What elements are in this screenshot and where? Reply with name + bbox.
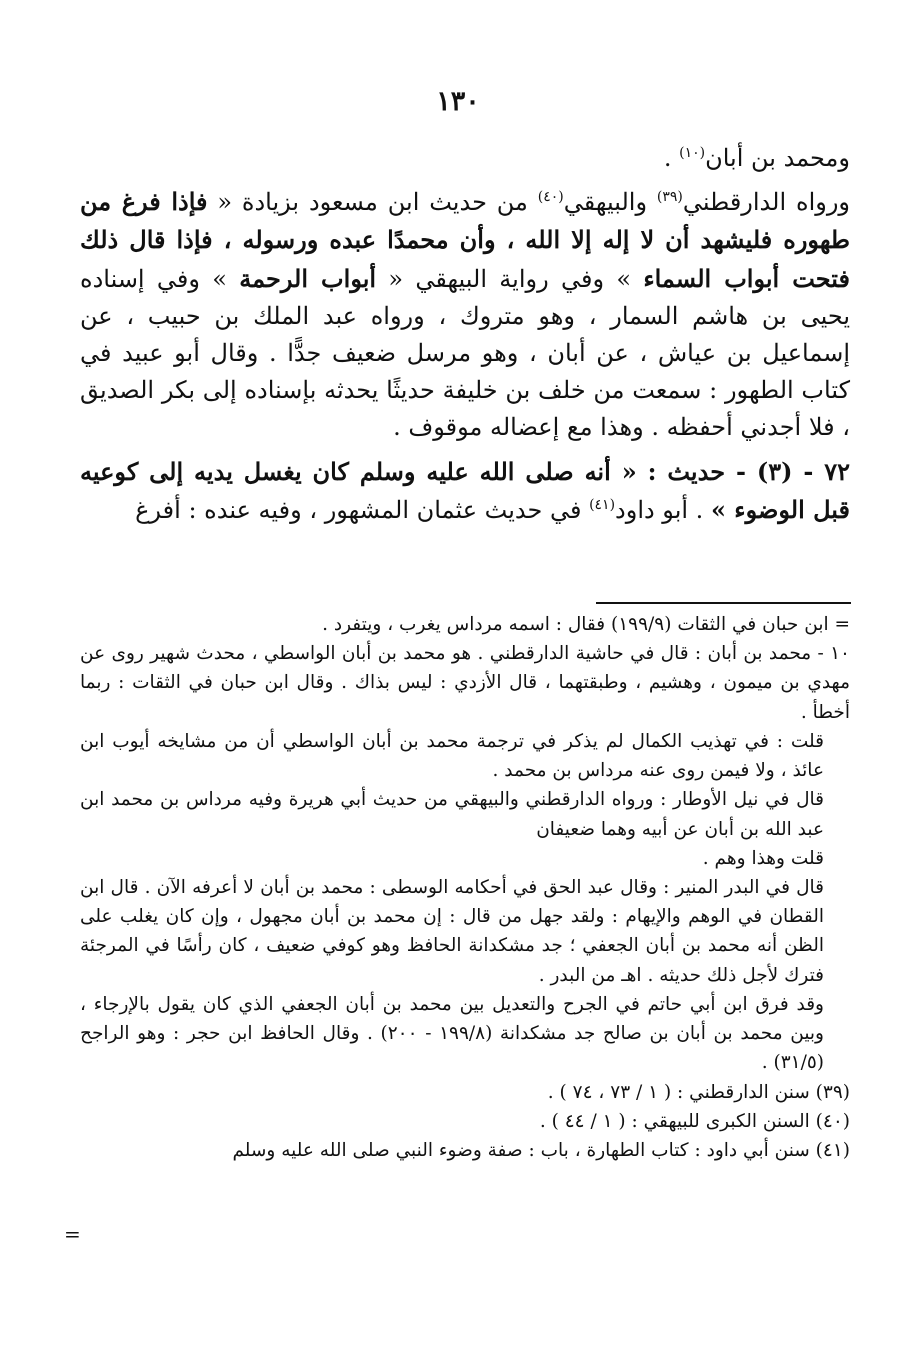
page-number: ١٣٠ <box>436 86 480 117</box>
footnote-10: ١٠ - محمد بن أبان : قال في حاشية الدارقطني . هو محمد بن أبان الواسطي ، محدث شهير روى عن مهدي بن ميمون ، وهشيم ، وطبقتهما ، قال الأزدي : ليس بذاك . وقال ابن حبان في الثقات : ربما أخطأ . <box>80 643 850 723</box>
text-run: ورواه الدارقطني <box>682 188 851 217</box>
hadith-heading: ٧٢ - (٣) - حديث : « أنه صلى الله عليه وسلم كان يغسل يديه إلى كوعيه قبل الوضوء » <box>80 456 850 524</box>
text-run: من حديث ابن مسعود بزيادة « <box>207 188 538 217</box>
footnote-39: (٣٩) سنن الدارقطني : ( ١ / ٧٣ ، ٧٤ ) . <box>547 1081 850 1103</box>
text-run: » وفي إسناده يحيى بن هاشم السمار ، وهو متروك ، ورواه عبد الملك بن حبيب ، عن إسماعيل بن عياش ، عن أبان ، وهو مرسل ضعيف جدًّا . وقال أبو عبيد في كتاب الطهور : سمعت من خلف بن خليفة حديثًا يحدثه بإسناده إلى بكر الصديق ، فلا أجدني أحفظه . وهذا مع إعضاله موقوف . <box>80 264 851 442</box>
quoted-addition: فإذا فرغ من طهوره فليشهد أن لا إله إلا الله ، وأن محمدًا عبده ورسوله ، فإذا قال ذلك فتحت أبواب السماء <box>80 187 850 293</box>
continuation-mark: = <box>64 1222 81 1246</box>
footnote-ref-10[interactable]: (١٠) <box>679 145 706 161</box>
footnotes <box>80 610 850 1165</box>
quoted-variant: أبواب الرحمة <box>239 263 377 293</box>
text-run: ومحمد بن أبان <box>705 144 850 172</box>
footnote-continuation: = ابن حبان في الثقات (١٩٩/٩) فقال : اسمه مرداس يغرب ، ويتفرد . <box>322 614 850 635</box>
footnote-ref-41[interactable]: (٤١) <box>589 496 616 513</box>
footnote-10-note: قال في البدر المنير : وقال عبد الحق في أحكامه الوسطى : محمد بن أبان لا أعرفه الآن . قال ابن القطان في الوهم والإيهام : ولقد جهل من قال : إن محمد بن أبان مجهول ، وإن كان يغلب على الظن أنه محمد بن أبان الجعفي ؛ جد مشكدانة الحافظ وهو كوفي ضعيف ، كان رأسًا في المرجئة فترك لأجل ذلك حديثه . اهـ من البدر . <box>80 876 824 986</box>
text-run: في حديث عثمان المشهور ، وفيه عنده : أفرغ <box>135 495 590 524</box>
footnote-41: (٤١) سنن أبي داود : كتاب الطهارة ، باب : صفة وضوء النبي صلى الله عليه وسلم <box>232 1139 850 1161</box>
main-text <box>80 140 850 535</box>
footnote-10-note: قلت : في تهذيب الكمال لم يذكر في ترجمة محمد بن أبان الواسطي أن من مشايخه أيوب ابن عائذ ، ولا فيمن روى عنه مرداس بن محمد . <box>80 730 824 782</box>
main-line-1 <box>80 140 850 177</box>
text-run: . أبو داود <box>615 495 711 524</box>
hadith-72 <box>80 453 850 529</box>
footnote-10-note: قلت وهذا وهم . <box>702 847 824 869</box>
footnote-10-note: وقد فرق ابن أبي حاتم في الجرح والتعديل بين محمد بن أبان الجعفي الذي كان يقول بالإرجاء ، وبين محمد بن أبان بن صالح جد مشكدانة (١٩٩/٨ - ٢٠٠) . وقال الحافظ ابن حجر : وهو الراجح (٣١/٥) . <box>80 993 824 1074</box>
footnote-40: (٤٠) السنن الكبرى للبيهقي : ( ١ / ٤٤ ) . <box>539 1110 850 1132</box>
footnote-divider <box>596 602 851 604</box>
text-run: والبيهقي <box>563 188 657 217</box>
footnote-ref-40[interactable]: (٤٠) <box>537 189 564 206</box>
footnote-10-note: قال في نيل الأوطار : ورواه الدارقطني والبيهقي من حديث أبي هريرة وفيه مرداس بن محمد ابن عبد الله بن أبان عن أبيه وهما ضعيفان <box>80 789 824 840</box>
footnote-ref-39[interactable]: (٣٩) <box>656 189 683 206</box>
text-run: » وفي رواية البيهقي « <box>376 264 644 293</box>
main-paragraph-2 <box>80 183 850 446</box>
text-run: . <box>663 144 680 172</box>
